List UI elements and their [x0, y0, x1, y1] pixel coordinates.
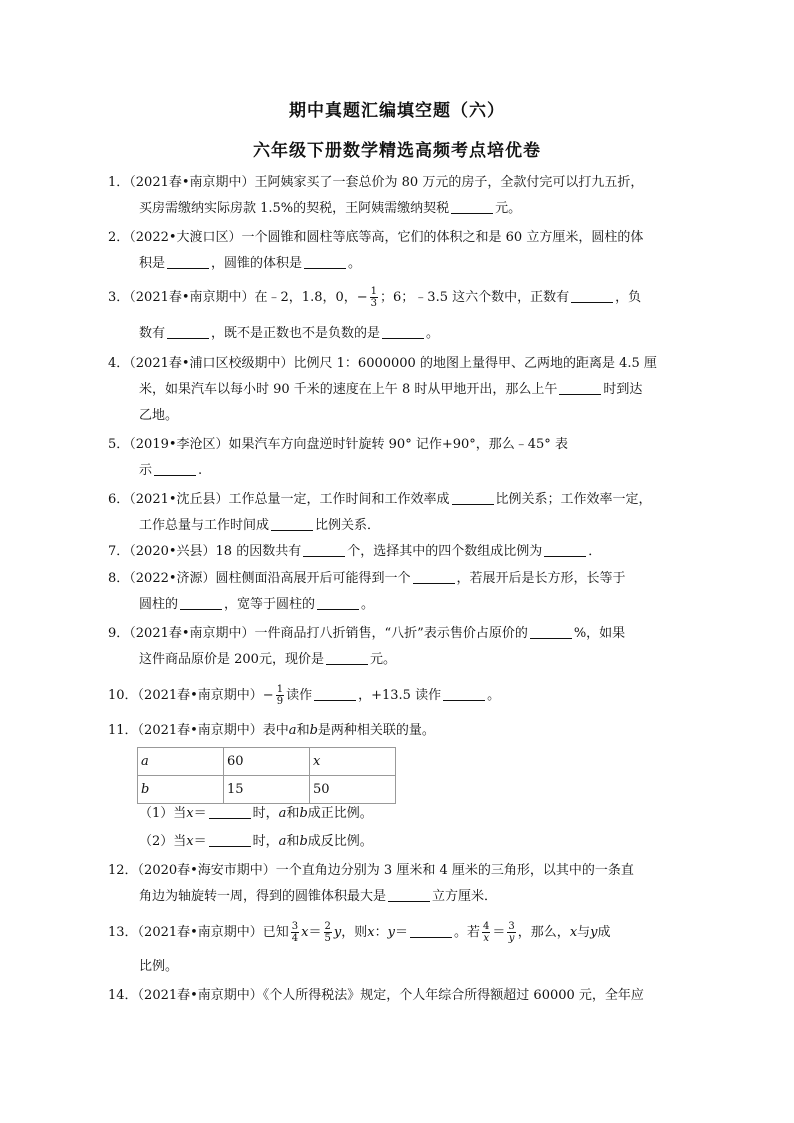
question-4: 4．（2021春•浦口区校级期中）比例尺 1：6000000 的地图上量得甲、乙两地的距离是 4.5 厘 米，如果汽车以每小时 90 千米的速度在上午 8 时从甲地开出，那么上午 时到达 乙地。 [108, 356, 657, 423]
answer-blank[interactable] [571, 288, 613, 303]
answer-blank[interactable] [410, 923, 452, 938]
fraction: $\frac{1}{9}$ [276, 684, 284, 707]
answer-blank[interactable] [167, 254, 209, 269]
answer-blank[interactable] [559, 380, 601, 395]
answer-blank[interactable] [180, 595, 222, 610]
answer-blank[interactable] [326, 650, 368, 665]
answer-blank[interactable] [382, 324, 424, 339]
question-14: 14．（2021春•南京期中）《个人所得税法》规定，个人年综合所得额超过 60000 元，全年应 [108, 988, 644, 1003]
answer-blank[interactable] [303, 542, 345, 557]
question-9: 9．（2021春•南京期中）一件商品打八折销售，“八折”表示售价占原价的 %，如果 这件商品原价是 200元，现价是 元。 [108, 626, 626, 667]
answer-blank[interactable] [154, 461, 196, 476]
answer-blank[interactable] [271, 516, 313, 531]
answer-blank[interactable] [452, 490, 494, 505]
answer-blank[interactable] [451, 199, 493, 214]
question-11: 11．（2021春•南京期中）表中a和b是两种相关联的量。 [108, 723, 435, 738]
table-row: a 60 x [138, 748, 396, 776]
fraction: $\frac{1}{3}$ [370, 286, 378, 309]
question-5: 5．（2019•李沧区）如果汽车方向盘逆时针旋转 90° 记作+90°，那么﹣45° 表 示 . [108, 437, 568, 478]
question-12: 12．（2020春•海安市期中）一个直角边分别为 3 厘米和 4 厘米的三角形，以其中的一条直 角边为轴旋转一周，得到的圆锥体积最大是 立方厘米． [108, 863, 634, 904]
question-7: 7．（2020•兴县）18 的因数共有 个，选择其中的四个数组成比例为 ． [108, 544, 602, 559]
answer-blank[interactable] [388, 887, 430, 902]
answer-blank[interactable] [167, 324, 209, 339]
question-8: 8．（2022•济源）圆柱侧面沿高展开后可能得到一个 ，若展开后是长方形，长等于 圆柱的 ，宽等于圆柱的 。 [108, 571, 626, 612]
answer-blank[interactable] [443, 686, 485, 701]
table-row: b 15 50 [138, 776, 396, 804]
answer-blank[interactable] [544, 542, 586, 557]
answer-blank[interactable] [314, 686, 356, 701]
fraction: $\frac{2}{5}$ [324, 921, 331, 944]
question-13: 13．（2021春•南京期中）已知 $\frac{3}{4}$ x＝ $\frac{2}{5}$ y，则x：y＝ 。若 $\frac{4}{x}$ ＝ $\frac{3}{y}$ ，那么，x与y成 比例。 [108, 921, 611, 974]
answer-blank[interactable] [530, 624, 572, 639]
page-title: 期中真题汇编填空题（六） [289, 101, 505, 121]
answer-blank[interactable] [209, 832, 251, 847]
answer-blank[interactable] [209, 804, 251, 819]
question-10: 10．（2021春•南京期中）− $\frac{1}{9}$ 读作 ，+13.5 读作 。 [108, 684, 501, 707]
question-1: 1．（2021春•南京期中）王阿姨家买了一套总价为 80 万元的房子，全款付完可以打九五折， 买房需缴纳实际房款 1.5%的契税，王阿姨需缴纳契税 元。 [108, 175, 644, 216]
answer-blank[interactable] [413, 569, 455, 584]
question-6: 6．（2021•沈丘县）工作总量一定，工作时间和工作效率成 比例关系；工作效率一定， 工作总量与工作时间成 比例关系． [108, 492, 652, 533]
fraction: $\frac{3}{y}$ [508, 921, 515, 944]
question-11-subparts: （1）当x＝ 时，a和b成正比例。 （2）当x＝ 时，a和b成反比例。 [139, 806, 373, 849]
question-3: 3．（2021春•南京期中）在﹣2，1.8，0，− $\frac{1}{3}$ ；6；﹣3.5 这六个数中，正数有 ，负 数有 ，既不是正数也不是负数的是 。 [108, 286, 642, 341]
relation-table [137, 747, 396, 804]
answer-blank[interactable] [304, 254, 346, 269]
fraction: $\frac{4}{x}$ [483, 921, 490, 944]
question-2: 2．（2022•大渡口区）一个圆锥和圆柱等底等高，它们的体积之和是 60 立方厘米，圆柱的体 积是 ，圆锥的体积是 。 [108, 230, 644, 271]
page-subtitle: 六年级下册数学精选高频考点培优卷 [253, 141, 541, 161]
answer-blank[interactable] [317, 595, 359, 610]
fraction: $\frac{3}{4}$ [291, 921, 299, 944]
